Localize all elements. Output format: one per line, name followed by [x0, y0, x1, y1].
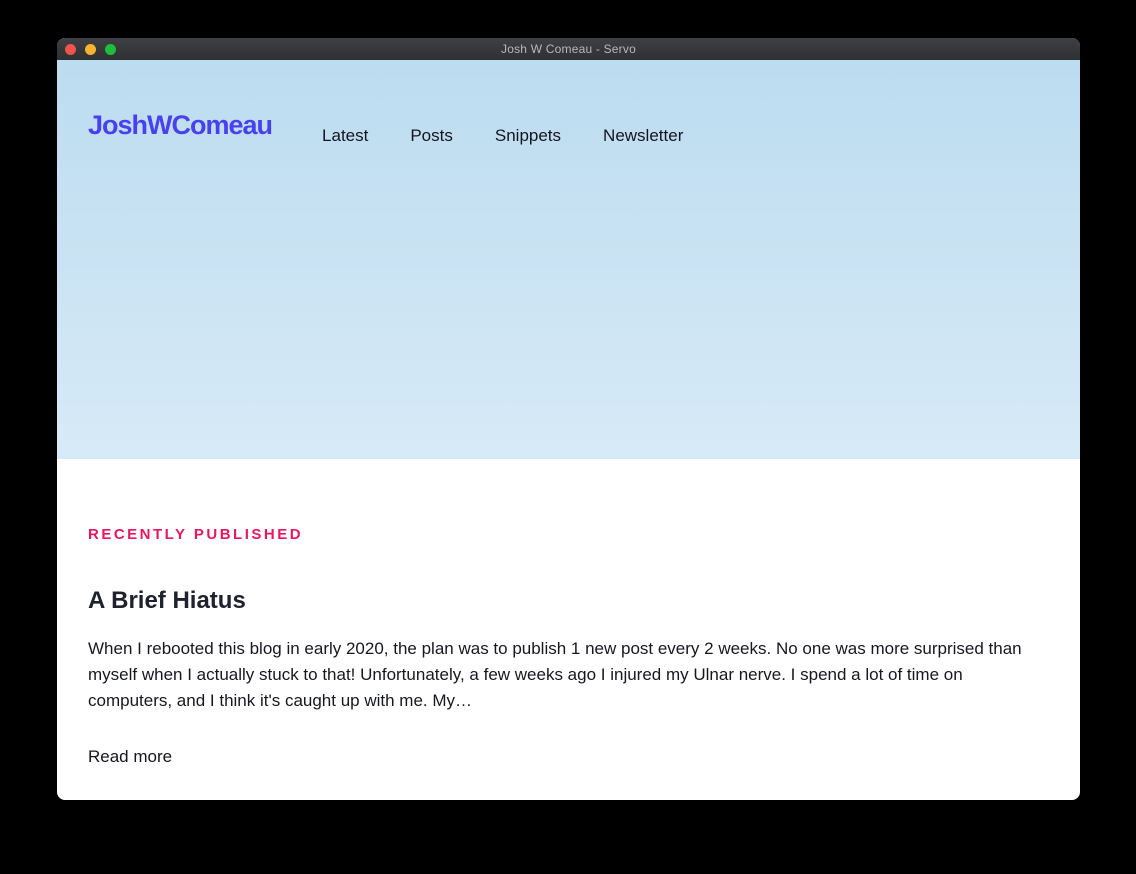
main-nav [322, 126, 683, 146]
main-content [57, 459, 1080, 767]
window-title: Josh W Comeau - Servo [501, 42, 636, 56]
hero-section [57, 60, 1080, 459]
browser-window [57, 38, 1080, 800]
nav-link-latest[interactable]: Latest [322, 126, 369, 145]
section-heading-recently-published: RECENTLY PUBLISHED [88, 526, 304, 543]
zoom-button[interactable] [105, 44, 116, 55]
read-more-link[interactable]: Read more [88, 747, 173, 766]
window-controls [65, 38, 116, 60]
site-header [57, 60, 1080, 146]
post-preview [88, 587, 1049, 767]
window-titlebar[interactable] [57, 38, 1080, 60]
nav-link-newsletter[interactable]: Newsletter [603, 126, 684, 145]
minimize-button[interactable] [85, 44, 96, 55]
site-logo[interactable]: JoshWComeau [88, 110, 273, 140]
post-title[interactable]: A Brief Hiatus [88, 587, 246, 614]
nav-link-snippets[interactable]: Snippets [494, 126, 562, 145]
post-excerpt: When I rebooted this blog in early 2020, the plan was to publish 1 new post every 2 weeks. No one was more surprised than myself when I actually stuck to that! Unfortunately, a few weeks ago I injured my Ulnar nerve. I spend a lot of time on computers, and I think it's caught up with me. My… [88, 639, 1022, 710]
nav-link-posts[interactable]: Posts [410, 126, 453, 145]
close-button[interactable] [65, 44, 76, 55]
